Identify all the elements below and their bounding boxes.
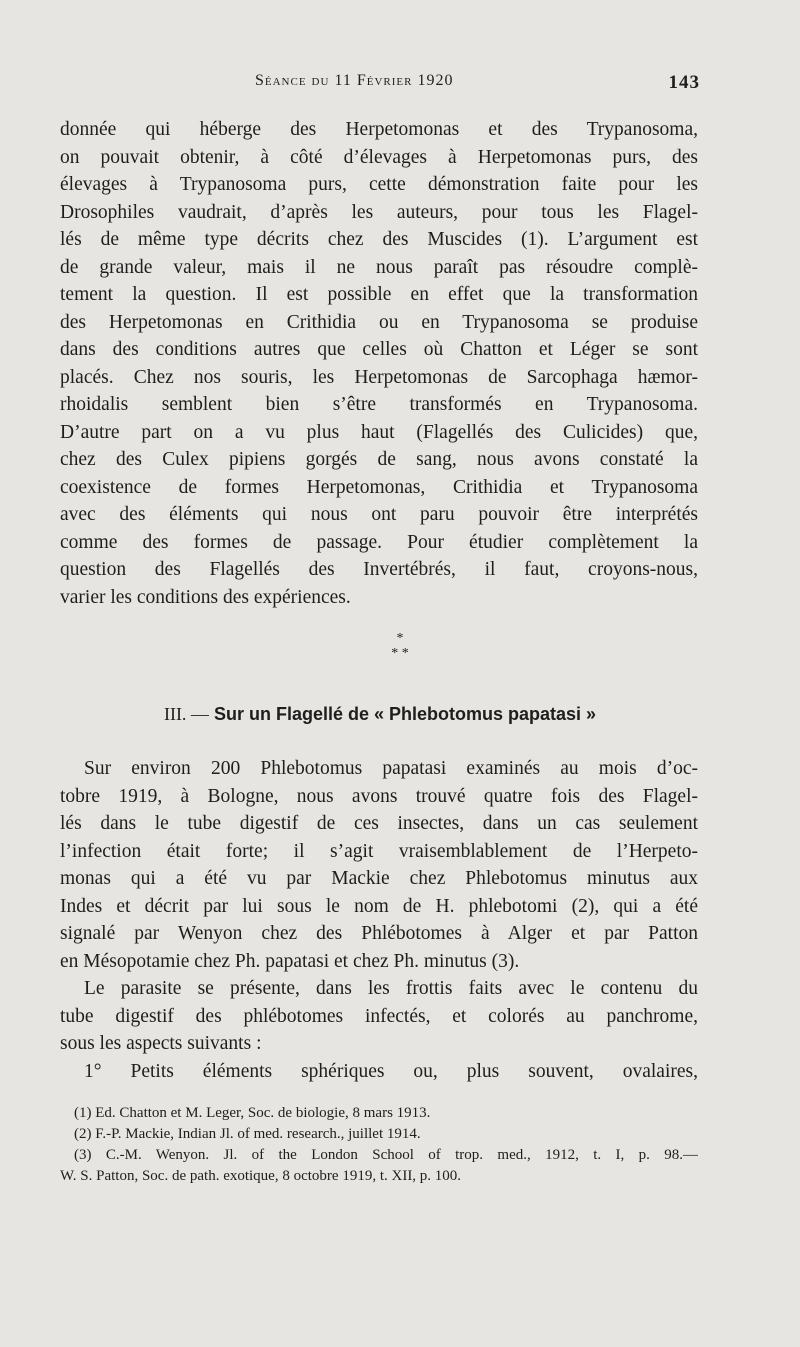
text-line: tobre 1919, à Bologne, nous avons trouvé quatre fois des Flagel- <box>60 785 698 807</box>
section-heading <box>60 704 700 725</box>
text-line: de grande valeur, mais il ne nous paraît pas résoudre complè- <box>60 256 698 278</box>
text-line: avec des éléments qui nous ont paru pouvoir être interprétés <box>60 504 698 525</box>
text-line: donnée qui héberge des Herpetomonas et des Trypanosoma, <box>60 119 698 140</box>
asterism-top: * <box>396 631 404 646</box>
page-number: 143 <box>668 72 700 93</box>
paragraph-continuation <box>60 116 698 611</box>
text-line: en Mésopotamie chez Ph. papatasi et chez Ph. minutus (3). <box>60 950 520 972</box>
text-line: lés de même type décrits chez des Muscides (1). L’argument est <box>60 229 698 250</box>
text-line: lés dans le tube digestif de ces insectes, dans un cas seulement <box>60 813 698 834</box>
text-line: Indes et décrit par lui sous le nom de H. phlebotomi (2), qui a été <box>60 895 698 917</box>
text-line: Le parasite se présente, dans les frottis faits avec le contenu du <box>84 978 698 999</box>
text-line: chez des Culex pipiens gorgés de sang, nous avons constaté la <box>60 449 698 470</box>
text-line: rhoidalis semblent bien s’être transformés en Trypanosoma. <box>60 394 698 415</box>
footnote: (2) F.-P. Mackie, Indian Jl. of med. research., juillet 1914. <box>74 1126 421 1142</box>
text-line: coexistence de formes Herpetomonas, Crithidia et Trypanosoma <box>60 476 698 498</box>
text-line: des Herpetomonas en Crithidia ou en Trypanosoma se produise <box>60 311 698 333</box>
text-line: question des Flagellés des Invertébrés, il faut, croyons-nous, <box>60 559 698 580</box>
footnote: (1) Ed. Chatton et M. Leger, Soc. de biologie, 8 mars 1913. <box>74 1105 431 1121</box>
text-line: Sur environ 200 Phlebotomus papatasi examinés au mois d’oc- <box>84 758 698 779</box>
asterism-bottom: * * <box>391 646 409 661</box>
text-line: on pouvait obtenir, à côté d’élevages à Herpetomonas purs, des <box>60 146 698 168</box>
text-line: signalé par Wenyon chez des Phlébotomes à Alger et par Patton <box>60 923 698 944</box>
footnote: W. S. Patton, Soc. de path. exotique, 8 octobre 1919, t. XII, p. 100. <box>60 1168 462 1184</box>
section-title: Sur un Flagellé de « Phlebotomus papatasi » <box>213 704 597 724</box>
text-line: D’autre part on a vu plus haut (Flagellés des Culicides) que, <box>60 421 698 443</box>
text-line: dans des conditions autres que celles où Chatton et Léger se sont <box>60 339 698 360</box>
paragraph-phlebotomus <box>60 755 698 1085</box>
text-line: monas qui a été vu par Mackie chez Phlebotomus minutus aux <box>60 868 698 889</box>
text-line: élevages à Trypanosoma purs, cette démonstration faite pour les <box>60 174 698 195</box>
text-line: comme des formes de passage. Pour étudier complètement la <box>60 531 698 553</box>
text-line: placés. Chez nos souris, les Herpetomonas de Sarcophaga hæmor- <box>60 366 698 388</box>
section-number: III. — <box>163 704 209 724</box>
text-line: 1° Petits éléments sphériques ou, plus souvent, ovalaires, <box>84 1060 698 1082</box>
text-line: sous les aspects suivants : <box>60 1033 262 1054</box>
text-line: varier les conditions des expériences. <box>60 586 351 608</box>
running-head <box>60 72 700 102</box>
text-line: Drosophiles vaudrait, d’après les auteurs, pour tous les Flagel- <box>60 201 698 223</box>
text-line: l’infection était forte; il s’agit vraisemblablement de l’Herpeto- <box>60 840 698 862</box>
footnotes <box>60 1103 698 1187</box>
footnote: (3) C.-M. Wenyon. Jl. of the London School of trop. med., 1912, t. I, p. 98.— <box>74 1147 698 1163</box>
running-title: Séance du 11 Février 1920 <box>255 72 454 89</box>
text-line: tube digestif des phlébotomes infectés, et colorés au panchrome, <box>60 1005 698 1027</box>
text-line: tement la question. Il est possible en effet que la transformation <box>60 284 698 305</box>
